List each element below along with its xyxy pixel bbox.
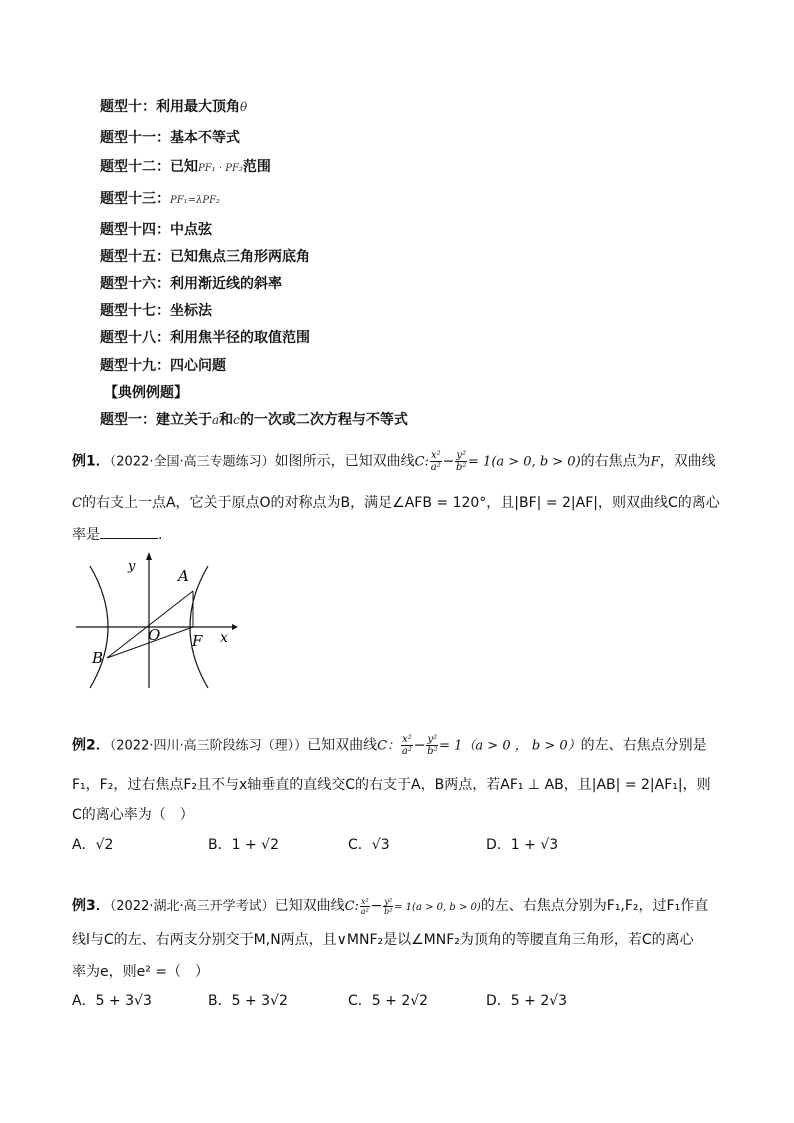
type-item xyxy=(100,156,271,176)
text: 已知双曲线 xyxy=(307,737,378,754)
type-item xyxy=(100,219,212,239)
type-label: 题型十三： xyxy=(100,191,170,207)
example-1-line-3 xyxy=(72,524,162,544)
condition: (a > 0, b > 0) xyxy=(491,454,581,470)
type-label: 题型十八：利用焦半径的取值范围 xyxy=(100,330,310,346)
example-3-line-2 xyxy=(72,929,694,949)
text: ，双曲线 xyxy=(659,453,716,470)
x-axis-arrow xyxy=(232,624,238,630)
option-c[interactable]: C．√3 xyxy=(348,837,390,853)
example-1-line-1: 例1．（2022·全国·高三专题练习）如图所示，已知双曲线C: $\frac{\text{x²}}{\text{a²}}$ − $\frac{\text{y²}}{\text{b²}}$ = 1(a > 0, b > 0)的右焦点为F，双曲线 xyxy=(72,450,716,473)
label-B: B xyxy=(92,649,104,667)
var-c: c xyxy=(233,413,240,427)
text: 已知双曲线 xyxy=(274,898,345,914)
label-A: A xyxy=(178,567,189,585)
curve-name: C: xyxy=(344,899,359,914)
type-item xyxy=(100,96,247,116)
example-source: （2022·全国·高三专题练习） xyxy=(109,454,275,470)
type-math: θ xyxy=(240,100,248,114)
type-label: 题型十四：中点弦 xyxy=(100,222,212,238)
label-O: O xyxy=(148,626,161,644)
example-source: （2022·四川·高三阶段练习（理）） xyxy=(109,738,308,754)
type-item xyxy=(100,188,220,208)
type1-heading xyxy=(100,409,408,429)
type1-and: 和 xyxy=(219,412,234,428)
type1-prefix: 题型一：建立关于 xyxy=(100,412,212,428)
answer-blank[interactable] xyxy=(100,526,158,539)
text: 的左、右焦点分别是 xyxy=(580,737,707,754)
example-2-line-3 xyxy=(72,804,194,824)
type-item xyxy=(100,327,310,347)
fraction-x2-a2: $\frac{\text{x²}}{\text{a²}}$ xyxy=(360,896,369,916)
example-3-line-3 xyxy=(72,961,209,981)
text: F₁，F₂，过右焦点F₂且不与x轴垂直的直线交C的右支于A，B两点，若AF₁ ⊥ AB，且|AB| = 2|AF₁|，则 xyxy=(72,777,711,793)
label-y: y xyxy=(128,559,136,574)
option-b[interactable]: B．1 + √2 xyxy=(208,837,279,853)
text: 线l与C的左、右两支分别交于M,N两点，且∨MNF₂是以∠MNF₂为顶角的等腰直角三角形，若C的离心 xyxy=(72,932,694,948)
type-tail: 范围 xyxy=(242,159,271,175)
example-1-line-2 xyxy=(72,492,720,512)
type-item xyxy=(100,273,282,293)
type-item xyxy=(100,300,212,320)
curve-name: C xyxy=(72,496,82,511)
example-number: 例1． xyxy=(72,453,110,470)
option-a[interactable]: A．5 + 3√3 xyxy=(72,993,152,1009)
type-label: 题型十：利用最大顶角 xyxy=(100,99,240,115)
section-heading: 【典例例题】 xyxy=(104,385,188,401)
type-item xyxy=(100,127,240,147)
type1-suffix: 的一次或二次方程与不等式 xyxy=(239,412,408,428)
type-math: PF₁ · PF₂ xyxy=(198,163,243,174)
example-2-line-1: 例2．（2022·四川·高三阶段练习（理））已知双曲线C： $\frac{\text{x²}}{\text{a²}}$ − $\frac{\text{y²}}{\text{b²}}$ = 1（a > 0 ， b > 0）的左、右焦点分别是 xyxy=(72,734,707,757)
type-item xyxy=(100,246,310,266)
fraction-y2-b2: $\frac{\text{y²}}{\text{b²}}$ xyxy=(384,896,393,916)
text: 的右支上一点A，它关于原点O的对称点为B，满足∠AFB = 120°，且|BF| = 2|AF|，则双曲线C的离心 xyxy=(81,495,720,511)
text: C的离心率为（ ） xyxy=(72,807,194,823)
focus-label: F xyxy=(650,454,660,470)
option-d[interactable]: D．1 + √3 xyxy=(486,837,559,853)
option-d[interactable]: D．5 + 2√3 xyxy=(486,993,568,1009)
fraction-y2-b2: $\frac{\text{y²}}{\text{b²}}$ xyxy=(455,450,467,473)
type-label: 题型十九：四心问题 xyxy=(100,358,226,374)
condition: = 1(a > 0, b > 0) xyxy=(394,902,481,913)
y-axis-arrow xyxy=(146,552,152,560)
type-label: 题型十七：坐标法 xyxy=(100,303,212,319)
type-label: 题型十五：已知焦点三角形两底角 xyxy=(100,249,310,265)
example-number: 例3． xyxy=(72,898,110,914)
text: 率是 xyxy=(72,527,100,543)
option-a[interactable]: A．√2 xyxy=(72,837,114,853)
text: . xyxy=(158,527,163,543)
var-a: a xyxy=(212,413,220,427)
segment-AB xyxy=(107,591,193,658)
type-label: 题型十二：已知 xyxy=(100,159,198,175)
type-math: PF₁=λPF₂ xyxy=(170,195,221,206)
curve-name: C xyxy=(414,454,425,470)
label-F: F xyxy=(192,632,203,650)
example-number: 例2． xyxy=(72,737,110,754)
text: 的右焦点为 xyxy=(580,453,651,470)
option-c[interactable]: C．5 + 2√2 xyxy=(348,993,429,1009)
curve-name: C： xyxy=(377,738,401,754)
example-source: （2022·湖北·高三开学考试） xyxy=(109,899,275,914)
label-x: x xyxy=(220,630,228,646)
hyperbola-figure xyxy=(72,548,242,693)
text: 如图所示，已知双曲线 xyxy=(274,453,415,470)
fraction-y2-b2: $\frac{\text{y²}}{\text{b²}}$ xyxy=(427,734,438,757)
type-label: 题型十六：利用渐近线的斜率 xyxy=(100,276,282,292)
type-label: 题型十一：基本不等式 xyxy=(100,130,240,146)
fraction-x2-a2: $\frac{\text{x²}}{\text{a²}}$ xyxy=(401,734,412,757)
option-b[interactable]: B．5 + 3√2 xyxy=(208,993,288,1009)
text: 率为e，则e² =（ ） xyxy=(72,964,210,980)
example-3-line-1: 例3．（2022·湖北·高三开学考试）已知双曲线C: $\frac{\text{x²}}{\text{a²}}$ − $\frac{\text{y²}}{\text{b²}}$ = 1(a > 0, b > 0)的左、右焦点分别为F₁,F₂，过F₁作直 xyxy=(72,896,709,916)
example-2-line-2 xyxy=(72,774,711,794)
type-item xyxy=(100,355,226,375)
condition: （a > 0 ， b > 0） xyxy=(462,738,581,754)
fraction-x2-a2: $\frac{\text{x²}}{\text{a²}}$ xyxy=(430,450,441,473)
text: 的左、右焦点分别为F₁,F₂，过F₁作直 xyxy=(480,898,709,914)
